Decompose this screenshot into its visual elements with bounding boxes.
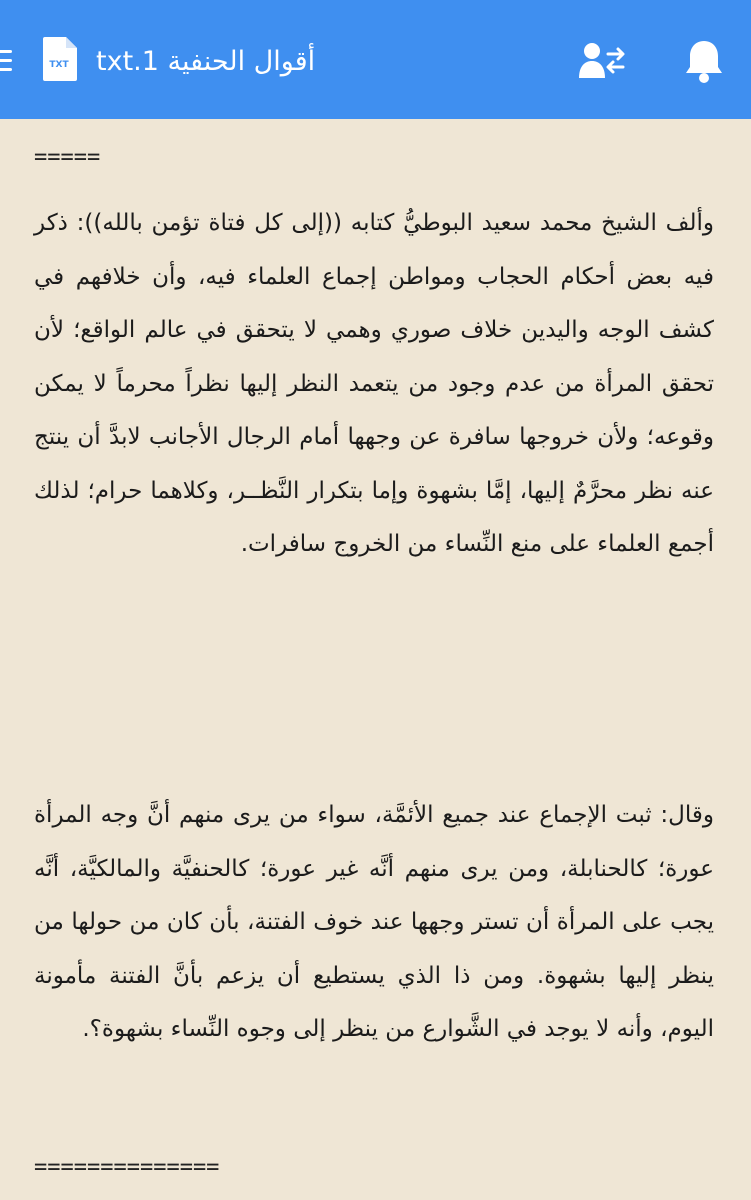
document-title: أقوال الحنفية txt.1 — [96, 46, 316, 77]
document-content[interactable] — [0, 119, 751, 1200]
bell-icon[interactable] — [684, 38, 724, 84]
user-swap-icon[interactable] — [578, 40, 626, 82]
menu-icon[interactable] — [0, 46, 16, 76]
paragraph: وألف الشيخ محمد سعيد البوطيُّ كتابه ((إلى كل فتاة تؤمن بالله)): ذكر فيه بعض أحكام الحجاب ومواطن إجماع العلماء فيه، وأن خلافهم في كشف الوجه واليدين خلاف صوري وهمي لا يتحقق في عالم الواقع؛ لأن تحقق المرأة من عدم وجود من يتعمد النظر إليها نظراً محرماً لا يمكن وقوعه؛ ولأن خروجها سافرة عن وجهها أمام الرجال الأجانب لابدَّ أن ينتج عنه نظر محرَّمٌ إليها، إمَّا بشهوة وإما بتكرار النَّظــر، وكلاهما حرام؛ لذلك أجمع العلماء على منع النِّساء من الخروج سافرات. — [34, 210, 714, 557]
separator-line: ===== — [34, 145, 101, 170]
separator-line: ============== — [34, 1155, 220, 1180]
file-type-badge: TXT — [49, 60, 69, 70]
app-bar — [0, 0, 751, 119]
txt-file-icon — [42, 36, 78, 82]
paragraph: وقال: ثبت الإجماع عند جميع الأئمَّة، سواء من يرى منهم أنَّ وجه المرأة عورة؛ كالحنابلة، ومن يرى منهم أنَّه غير عورة؛ كالحنفيَّة والمالكيَّة، أنَّه يجب على المرأة أن تستر وجهها عند خوف الفتنة، بأن كان من حولها من ينظر إليها بشهوة. ومن ذا الذي يستطيع أن يزعم بأنَّ الفتنة مأمونة اليوم، وأنه لا يوجد في الشَّوارع من ينظر إلى وجوه النِّساء بشهوة؟. — [34, 802, 714, 1042]
